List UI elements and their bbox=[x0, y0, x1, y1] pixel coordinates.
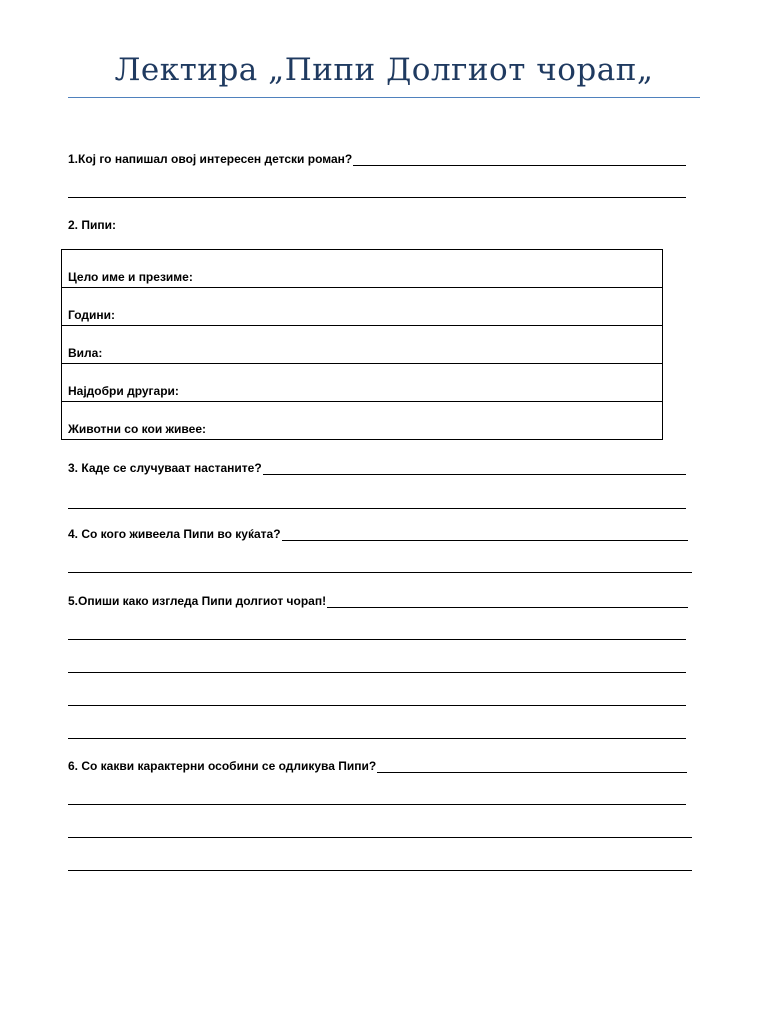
table-row bbox=[62, 288, 663, 326]
answer-line[interactable] bbox=[68, 672, 686, 673]
table-row bbox=[62, 250, 663, 288]
answer-line[interactable] bbox=[263, 463, 686, 475]
question-4-text: 4. Со кого живеела Пипи во куќата? bbox=[68, 527, 281, 541]
question-4 bbox=[68, 527, 688, 541]
question-5 bbox=[68, 594, 688, 608]
answer-line[interactable] bbox=[68, 572, 692, 573]
table-cell-best-friends[interactable]: Најдобри другари: bbox=[62, 364, 663, 402]
answer-line[interactable] bbox=[68, 804, 686, 805]
table-cell-age[interactable]: Години: bbox=[62, 288, 663, 326]
table-row bbox=[62, 326, 663, 364]
table-cell-animals[interactable]: Животни со кои живее: bbox=[62, 402, 663, 440]
question-2: 2. Пипи: bbox=[68, 218, 116, 232]
pippi-info-table bbox=[61, 249, 663, 440]
question-3 bbox=[68, 461, 686, 475]
title-divider bbox=[68, 97, 700, 98]
question-6 bbox=[68, 759, 687, 773]
table-cell-villa[interactable]: Вила: bbox=[62, 326, 663, 364]
table-cell-full-name[interactable]: Цело име и презиме: bbox=[62, 250, 663, 288]
question-1 bbox=[68, 152, 686, 166]
answer-line[interactable] bbox=[282, 529, 688, 541]
answer-line[interactable] bbox=[68, 705, 686, 706]
table-row bbox=[62, 402, 663, 440]
answer-line[interactable] bbox=[68, 197, 686, 198]
question-3-text: 3. Каде се случуваат настаните? bbox=[68, 461, 262, 475]
question-5-text: 5.Опиши како изгледа Пипи долгиот чорап! bbox=[68, 594, 327, 608]
answer-line[interactable] bbox=[68, 870, 692, 871]
page-title: Лектира „Пипи Долгиот чорап„ bbox=[114, 52, 654, 88]
table-row bbox=[62, 364, 663, 402]
answer-line[interactable] bbox=[68, 508, 686, 509]
question-1-text: 1.Кој го напишал овој интересен детски роман? bbox=[68, 152, 353, 166]
answer-line[interactable] bbox=[377, 761, 687, 773]
question-6-text: 6. Со какви карактерни особини се одликува Пипи? bbox=[68, 759, 377, 773]
answer-line[interactable] bbox=[353, 154, 686, 166]
answer-line[interactable] bbox=[68, 639, 686, 640]
answer-line[interactable] bbox=[327, 596, 688, 608]
answer-line[interactable] bbox=[68, 738, 686, 739]
answer-line[interactable] bbox=[68, 837, 692, 838]
